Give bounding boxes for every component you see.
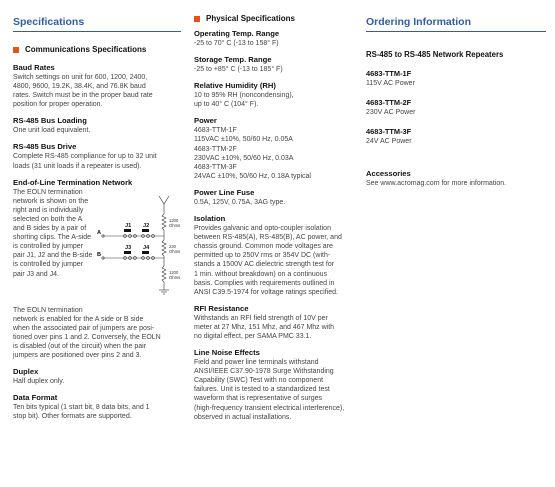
storage-temp-field — [194, 55, 358, 74]
text-line: ANSI/IEEE C37.90-1978 Surge Withstanding — [194, 368, 334, 376]
baud-rates-field — [13, 63, 181, 109]
physical-specs-heading — [194, 14, 358, 23]
label-r1-value: 1200 — [169, 217, 179, 223]
text-line: basis. Complies with requirements outlined in — [194, 279, 335, 287]
model-description: 230V AC Power — [366, 109, 416, 117]
communications-specs-title: Communications Specifications — [25, 45, 147, 54]
text-line: Field and power line terminals withstand — [194, 359, 319, 367]
model-description: 24V AC Power — [366, 138, 412, 146]
text-line: 115VAC ±10%, 50/60 Hz, 0.05A — [194, 136, 293, 144]
model-description: 115V AC Power — [366, 80, 415, 87]
text-line: Capability (SWC) Test with no component — [194, 377, 324, 385]
text-line: observed in actual installations. — [194, 413, 292, 421]
text-line: and B sides by a pair of — [13, 225, 87, 233]
eoln-circuit-diagram — [97, 194, 183, 306]
label-r3-value: 1200 — [169, 269, 179, 275]
text-line: position for proper operation. — [13, 101, 103, 109]
orange-square-bullet-icon — [194, 16, 200, 22]
text-line: stands a 1500V AC dielectric strength test for — [194, 261, 335, 269]
shorting-clip-j3-icon — [124, 251, 131, 254]
text-line: is controlled by jumper — [13, 243, 84, 251]
text-line: (high-frequency transient electrical interference), — [194, 404, 345, 412]
humidity-field — [194, 81, 358, 109]
eoln-field — [13, 178, 181, 304]
rfi-resistance-label: RFI Resistance — [194, 303, 249, 313]
bus-loading-field — [13, 116, 181, 135]
text-line: 230VAC ±10%, 50/60 Hz, 0.03A — [194, 154, 294, 162]
text-line: is disabled (out of the circuit) when the pair — [13, 343, 147, 351]
text-line: up to 40° C (104° F). — [194, 101, 259, 109]
text-line: when the associated pair of jumpers are posi- — [13, 324, 155, 332]
text-line: right and is individually — [13, 206, 84, 214]
bus-drive-label: RS-485 Bus Drive — [13, 142, 77, 152]
data-format-label: Data Format — [13, 393, 58, 403]
power-line-fuse-field — [194, 188, 358, 207]
text-line: rates. Switch must be in the proper baud rate — [13, 92, 153, 100]
power-label: Power — [194, 116, 217, 126]
label-a: A — [97, 229, 102, 236]
label-b: B — [97, 251, 102, 258]
text-line: waveform that is representative of surges — [194, 395, 323, 403]
physical-specs-title: Physical Specifications — [206, 14, 295, 23]
eoln-enable-text — [13, 306, 181, 361]
text-line: is controlled by jumper — [13, 261, 84, 269]
shorting-clip-j1-icon — [124, 229, 131, 232]
text-line: shorting clips. The A-side — [13, 234, 92, 242]
accessories-label: Accessories — [366, 169, 411, 179]
text-line: -25 to +85° C (-13 to 185° F) — [194, 66, 283, 74]
text-line: no digital effect, per SAMA PMC 33.1. — [194, 332, 312, 340]
text-line: between RS-485(A), RS-485(B), AC power, and — [194, 234, 342, 242]
text-line: network is enabled for the A side or B side — [13, 315, 144, 323]
baud-rates-label: Baud Rates — [13, 63, 55, 72]
power-line-fuse-label: Power Line Fuse — [194, 187, 255, 197]
model-number: 4683-TTM-1F — [366, 69, 412, 78]
text-line: 4683-TTM-1F — [194, 127, 237, 135]
line-noise-field — [194, 348, 358, 422]
text-line: selected on both the A — [13, 215, 83, 223]
label-j2: J2 — [143, 222, 150, 229]
humidity-label: Relative Humidity (RH) — [194, 81, 276, 91]
text-line: 24VAC ±10%, 50/60 Hz, 0.18A typical — [194, 172, 311, 180]
label-r1-unit: Ohms — [169, 222, 181, 228]
physical-specs-column — [194, 0, 358, 422]
text-line: jumpers are positioned over pins 2 and 3. — [13, 352, 142, 360]
text-line: Provides galvanic and opto-coupler isolation — [194, 225, 331, 233]
order-item — [366, 69, 546, 88]
resistor-r1-icon — [162, 214, 166, 230]
text-line: One unit load equivalent. — [13, 127, 91, 135]
model-number: 4683-TTM-2F — [366, 98, 412, 108]
label-j1: J1 — [125, 222, 132, 229]
data-format-field — [13, 393, 181, 421]
text-line: Complete RS-485 compliance for up to 32 unit — [13, 153, 157, 161]
text-line: meter at 27 Mhz, 151 Mhz, and 467 Mhz with — [194, 323, 335, 331]
eoln-text — [13, 188, 105, 279]
text-line: Half duplex only. — [13, 378, 65, 386]
specifications-column — [13, 0, 181, 422]
text-line: permitted up to 250V rms or 354V DC (with- — [194, 252, 331, 260]
label-r2-value: 220 — [169, 243, 176, 249]
communications-specs-heading — [13, 45, 181, 54]
text-line: ANSI C39.5-1974 for voltage ratings specified. — [194, 288, 338, 296]
ordering-info-title: Ordering Information — [366, 16, 546, 32]
text-line: 1 min. without breakdown) on a continuous — [194, 270, 328, 278]
text-line: Ten bits typical (1 start bit, 8 data bits, and 1 — [13, 404, 150, 412]
antenna-symbol-icon — [159, 196, 169, 204]
text-line: failures. Unit is tested to a standardized test — [194, 386, 330, 394]
label-j3: J3 — [125, 244, 132, 251]
text-line: 4683-TTM-2F — [194, 145, 237, 153]
text-line: network is shown on the — [13, 197, 89, 205]
resistor-r2-icon — [162, 240, 166, 256]
text-line: 4800, 9600, 19.2K, 38.4K, and 76.8K baud — [13, 83, 146, 91]
text-line: 4683-TTM-3F — [194, 163, 237, 171]
text-line: loads (31 unit loads if a repeater is used). — [13, 162, 142, 170]
label-r3-unit: Ohms — [169, 274, 181, 280]
power-field — [194, 116, 358, 181]
specifications-title: Specifications — [13, 16, 181, 32]
text-line: 0.5A, 125V, 0.75A, 3AG type. — [194, 198, 286, 206]
text-line: The EOLN termination — [13, 306, 83, 314]
text-line: -25 to 70° C (-13 to 158° F) — [194, 40, 279, 47]
text-line: Switch settings on unit for 600, 1200, 2400, — [13, 74, 148, 81]
text-line: chassis ground. Common mode voltages are — [194, 243, 333, 251]
shorting-clip-j2-icon — [142, 229, 149, 232]
operating-temp-label: Operating Temp. Range — [194, 29, 280, 38]
text-line: Withstands an RFI field strength of 10V per — [194, 314, 328, 322]
bus-loading-label: RS-485 Bus Loading — [13, 116, 87, 126]
text-line: 10 to 95% RH (noncondensing), — [194, 92, 294, 100]
order-item — [366, 127, 546, 146]
duplex-field — [13, 367, 181, 386]
text-line: pair J1, J2 and the B-side — [13, 252, 93, 260]
line-noise-label: Line Noise Effects — [194, 348, 260, 358]
duplex-label: Duplex — [13, 367, 39, 377]
ordering-subtitle: RS-485 to RS-485 Network Repeaters — [366, 50, 504, 59]
label-r2-unit: Ohms — [169, 248, 181, 254]
accessories-field — [366, 169, 546, 188]
text-line: tioned over pins 1 and 2. Conversely, the EOLN — [13, 333, 161, 341]
shorting-clip-j4-icon — [142, 251, 149, 254]
isolation-label: Isolation — [194, 214, 226, 224]
text-line: The EOLN termination — [13, 188, 83, 196]
rfi-resistance-field — [194, 304, 358, 341]
label-j4: J4 — [143, 244, 150, 251]
operating-temp-field — [194, 29, 358, 48]
model-number: 4683-TTM-3F — [366, 127, 412, 137]
ordering-column — [366, 0, 546, 188]
isolation-field — [194, 214, 358, 297]
orange-square-bullet-icon — [13, 47, 19, 53]
resistor-r3-icon — [162, 266, 166, 282]
bus-drive-field — [13, 142, 181, 170]
text-line: pair J3 and J4. — [13, 270, 59, 278]
accessories-text: See www.acromag.com for more information. — [366, 180, 507, 188]
eoln-label: End-of-Line Termination Network — [13, 177, 133, 187]
storage-temp-label: Storage Temp. Range — [194, 55, 272, 65]
baud-rates-text — [13, 73, 181, 109]
eoln-section — [13, 188, 181, 304]
text-line: stop bit). Other formats are supported. — [13, 413, 132, 421]
order-item — [366, 98, 546, 117]
